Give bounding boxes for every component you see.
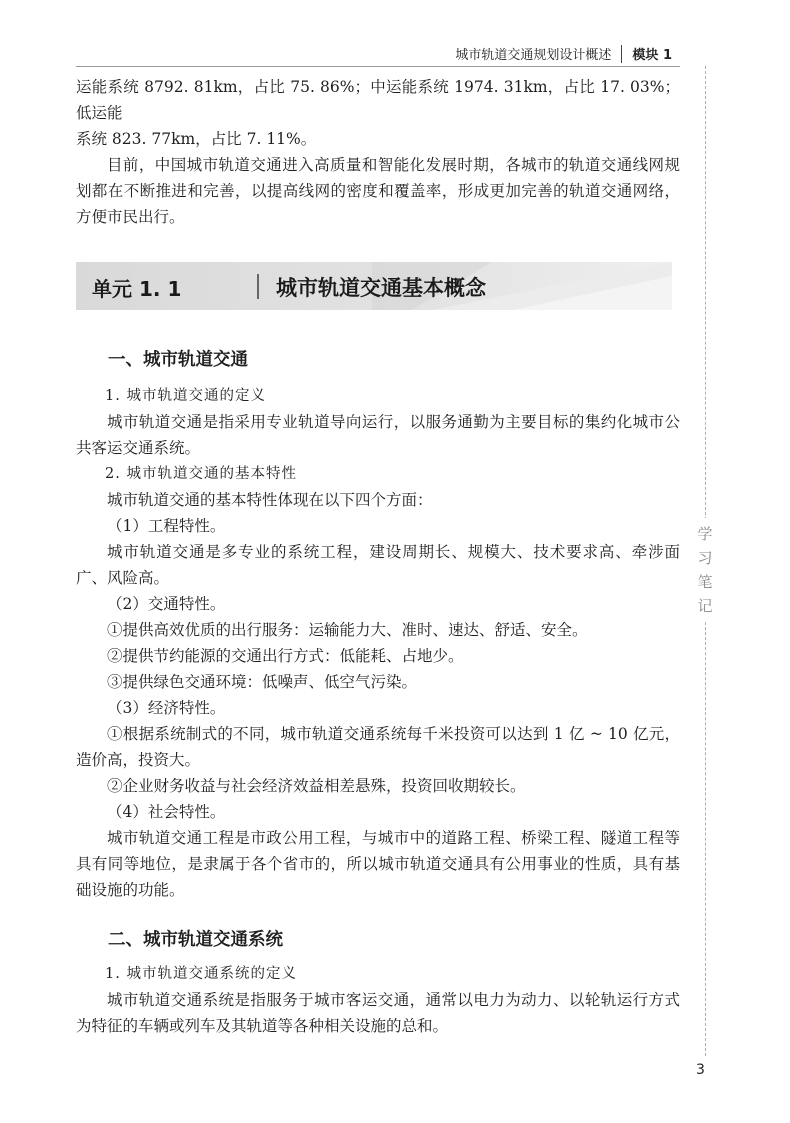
notes-char: 习 [697,549,713,567]
traffic-item-2: ②提供节约能源的交通出行方式：低能耗、占地少。 [107,647,464,665]
social-label: （4）社会特性。 [107,803,226,821]
traffic-label: （2）交通特性。 [107,595,226,613]
engineering-text: 城市轨道交通是多专业的系统工程，建设周期长、规模大、技术要求高、牵涉面广、风险高。 [76,543,680,587]
notes-char: 学 [697,525,713,543]
header-separator [621,45,622,63]
unit-divider [257,274,259,299]
section-2 [76,926,680,1039]
book-title: 城市轨道交通规划设计概述 [455,48,612,63]
intro-paragraph-2: 目前，中国城市轨道交通进入高质量和智能化发展时期，各城市的轨道交通线网规划都在不断推进和完善，以提高线网的密度和覆盖率，形成更加完善的轨道交通网络，方便市民出行。 [76,156,680,226]
social-text: 城市轨道交通工程是市政公用工程，与城市中的道路工程、桥梁工程、隧道工程等具有同等地位，是隶属于各个省市的，所以城市轨道交通具有公用事业的性质，具有基础设施的功能。 [76,829,680,899]
page-number: 3 [696,1062,705,1078]
traffic-item-3: ③提供绿色交通环境：低噪声、低空气污染。 [107,673,418,691]
economic-item-2: ②企业财务收益与社会经济效益相差悬殊，投资回收期较长。 [107,777,526,795]
study-notes-label [692,518,718,622]
unit-banner [76,262,672,310]
unit-number: 单元 1. 1 [92,277,182,301]
intro-line-2: 系统 823. 77km，占比 7. 11%。 [76,130,317,148]
definition-paragraph: 城市轨道交通是指采用专业轨道导向运行，以服务通勤为主要目标的集约化城市公共客运交通系统。 [76,413,680,457]
economic-label: （3）经济特性。 [107,699,226,717]
notes-char: 记 [697,597,713,615]
module-label: 模块 1 [632,48,672,63]
intro-block [76,74,680,230]
traffic-item-1: ①提供高效优质的出行服务：运输能力大、准时、速达、舒适、安全。 [107,621,588,639]
subsection-1-1-title: 1. 城市轨道交通的定义 [105,388,266,404]
running-header [455,44,672,63]
section-1-heading: 一、城市轨道交通 [108,350,248,370]
economic-item-1: ①根据系统制式的不同，城市轨道交通系统每千米投资可以达到 1 亿 ~ 10 亿元，造价高，投资大。 [76,725,680,769]
characteristics-intro: 城市轨道交通的基本特性体现在以下四个方面： [107,491,433,509]
system-definition-paragraph: 城市轨道交通系统是指服务于城市客运交通，通常以电力为动力、以轮轨运行方式为特征的车辆或列车及其轨道等各种相关设施的总和。 [76,991,680,1035]
section-2-heading: 二、城市轨道交通系统 [108,930,283,950]
intro-line-1: 运能系统 8792. 81km，占比 75. 86%；中运能系统 1974. 31km，占比 17. 03%；低运能 [76,78,680,122]
unit-title: 城市轨道交通基本概念 [276,276,486,300]
section-1 [76,346,680,903]
engineering-label: （1）工程特性。 [107,517,226,535]
header-rule [76,66,680,67]
subsection-2-1-title: 1. 城市轨道交通系统的定义 [105,966,297,982]
notes-char: 笔 [697,573,713,591]
subsection-1-2-title: 2. 城市轨道交通的基本特性 [105,466,297,482]
